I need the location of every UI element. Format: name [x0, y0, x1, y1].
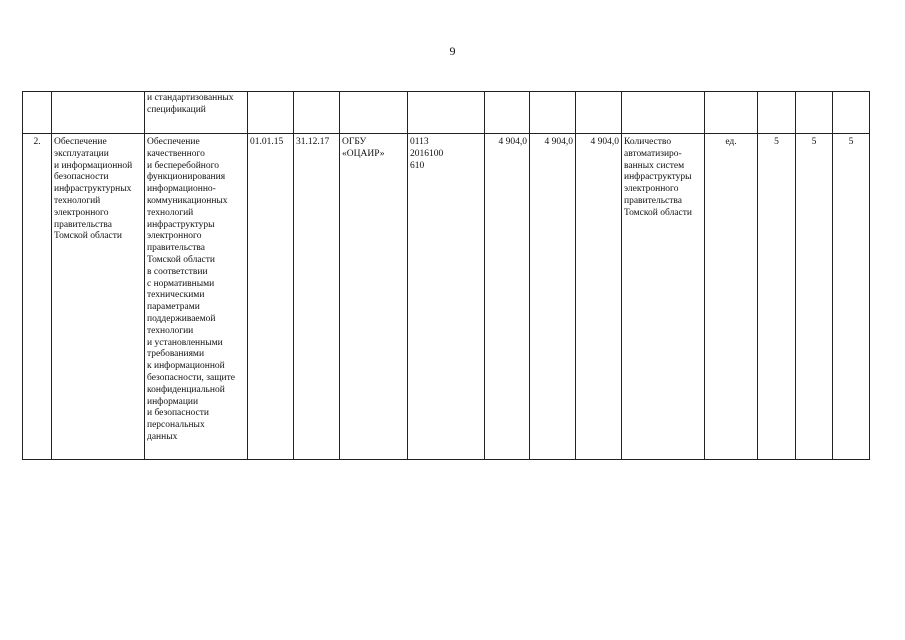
cell-date-end [294, 92, 340, 134]
cell-value-1 [758, 92, 796, 134]
cell-amount-2 [530, 92, 576, 134]
cell-amount-1 [485, 92, 530, 134]
cell-executor [340, 92, 408, 134]
cell-task: Обеспечение эксплуатации и информационной безопасности инфраструктурных технологий электронного правительства Томской области [52, 134, 145, 460]
cell-value-3: 5 [833, 134, 870, 460]
cell-amount-3: 4 904,0 [576, 134, 622, 460]
cell-date-end: 31.12.17 [294, 134, 340, 460]
cell-unit [705, 92, 758, 134]
cell-value-3 [833, 92, 870, 134]
cell-value-1: 5 [758, 134, 796, 460]
cell-amount-2: 4 904,0 [530, 134, 576, 460]
cell-value-2: 5 [796, 134, 833, 460]
cell-num [23, 92, 52, 134]
cell-num: 2. [23, 134, 52, 460]
page-number: 9 [449, 44, 456, 58]
cell-amount-3 [576, 92, 622, 134]
cell-task [52, 92, 145, 134]
cell-activity: Обеспечение качественного и бесперебойного функционирования информационно- коммуникационных технологий инфраструктуры электронного правительства Томской области в соответствии с нормативными техническими параметрами поддерживаемой технологии и установленными требованиями к информационной безопасности, защите конфиденциальной информации и безопасности персональных данных [145, 134, 248, 460]
cell-value-2 [796, 92, 833, 134]
cell-unit: ед. [705, 134, 758, 460]
cell-code [408, 92, 485, 134]
program-table [22, 91, 870, 460]
table-row-task-2 [23, 134, 870, 460]
cell-executor: ОГБУ «ОЦАИР» [340, 134, 408, 460]
cell-date-start: 01.01.15 [248, 134, 294, 460]
table-row-continuation [23, 92, 870, 134]
cell-activity: и стандартизованных спецификаций [145, 92, 248, 134]
cell-date-start [248, 92, 294, 134]
cell-indicator: Количество автоматизиро- ванных систем инфраструктуры электронного правительства Томской области [622, 134, 705, 460]
cell-code: 0113 2016100 610 [408, 134, 485, 460]
cell-indicator [622, 92, 705, 134]
cell-amount-1: 4 904,0 [485, 134, 530, 460]
